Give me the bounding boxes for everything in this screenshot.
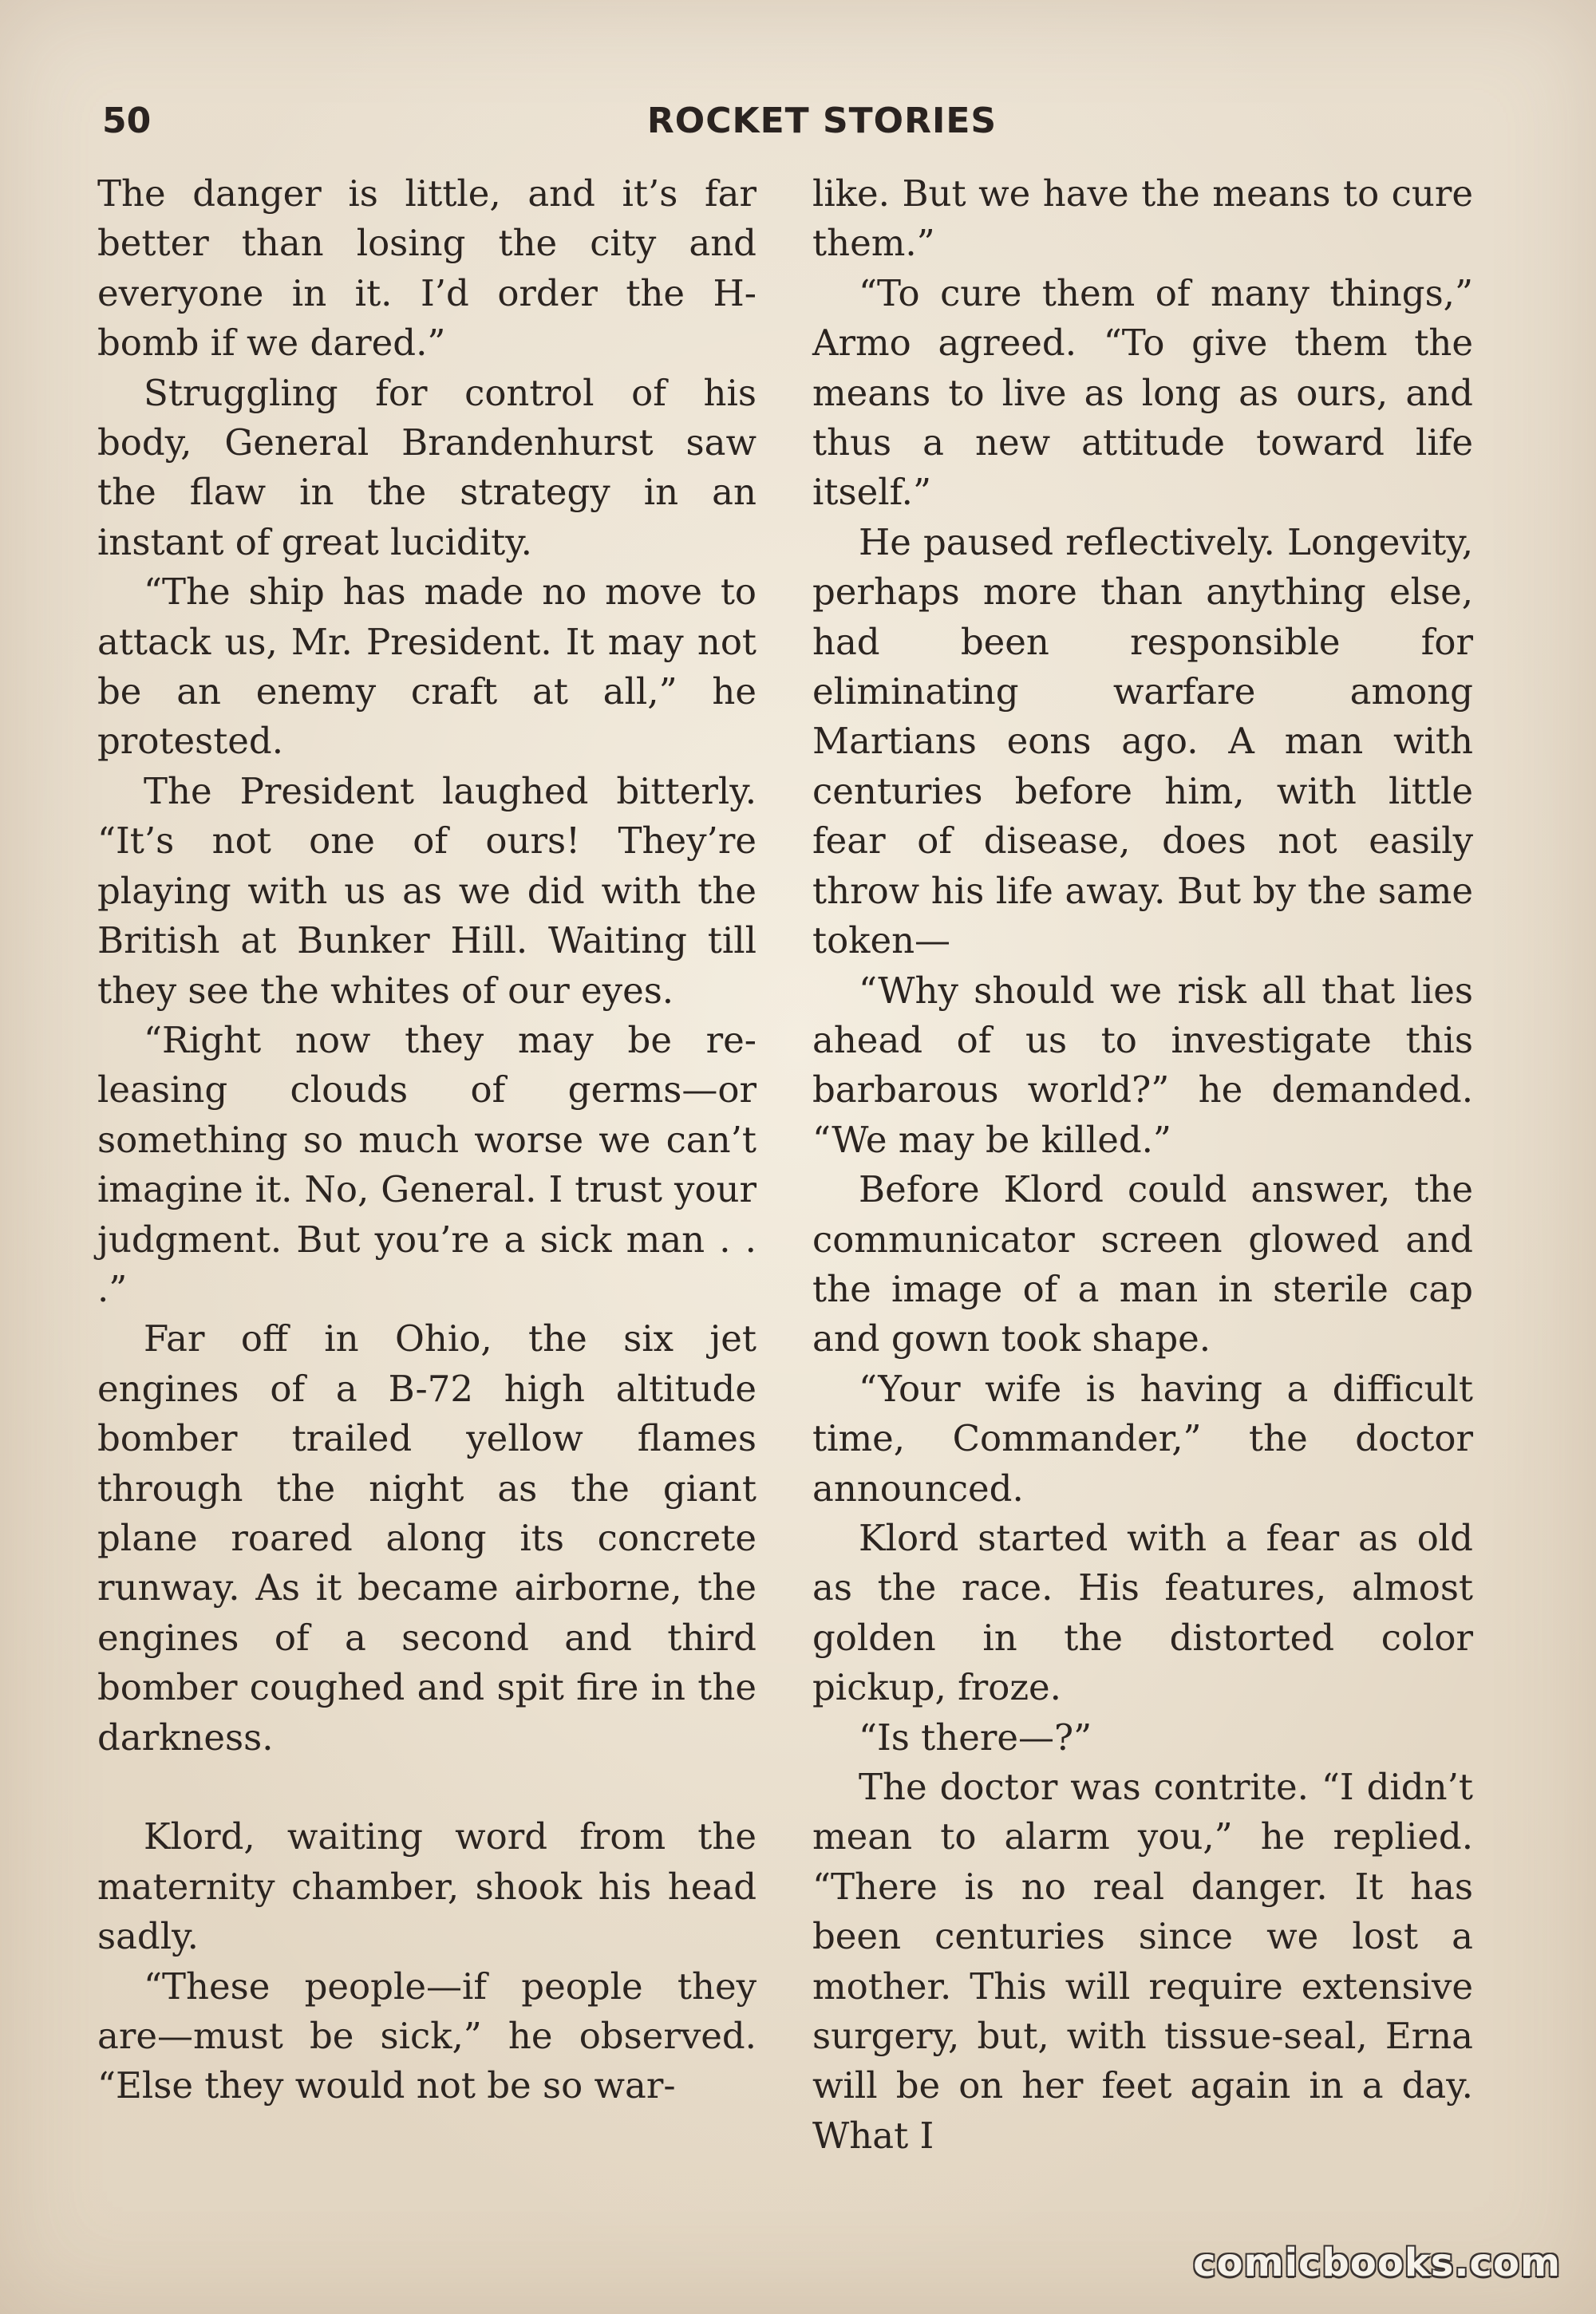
site-watermark: comicbooks.com xyxy=(1193,2241,1561,2285)
magazine-title: ROCKET STORIES xyxy=(646,101,998,141)
paragraph: “These people—if people they are—must be sick,” he observed. “Else they would not be so war- xyxy=(97,1965,757,2107)
paragraph: Before Klord could answer, the communicator screen glowed and the image of a man in sterile cap and gown took shape. xyxy=(812,1168,1473,1360)
page-number: 50 xyxy=(102,101,152,141)
paragraph: Klord started with a fear as old as the race. His features, almost golden in the distorted color pickup, froze. xyxy=(812,1516,1473,1709)
paragraph: “Right now they may be releasing clouds of germs—or something so much worse we can’t imagine it. No, General. I trust your judgment. But you’re a sick man . . .” xyxy=(97,1018,757,1310)
paragraph: Klord, waiting word from the maternity chamber, shook his head sadly. xyxy=(97,1815,757,1958)
paragraph: The doctor was contrite. “I didn’t mean to alarm you,” he replied. “There is no real danger. It has been centuries since we lost a mother. This will require extensive surgery, but, with tissue-seal, Erna will be on her feet again in a day. What I xyxy=(812,1766,1473,2157)
paragraph: “The ship has made no move to attack us, Mr. President. It may not be an enemy craft at all,” he protested. xyxy=(97,571,757,763)
paragraph: “Your wife is having a difficult time, Commander,” the doctor announced. xyxy=(812,1367,1473,1510)
paragraph: like. But we have the means to cure them.” xyxy=(812,172,1473,265)
paragraph: The President laughed bitterly. “It’s not one of ours! They’re playing with us as we did with the British at Bunker Hill. Waiting till they see the whites of our eyes. xyxy=(97,769,757,1012)
section-break xyxy=(97,1763,757,1812)
paragraph: “Why should we risk all that lies ahead of us to investigate this barbarous world?” he demanded. “We may be killed.” xyxy=(812,969,1473,1161)
paragraph: Far off in Ohio, the six jet engines of a B-72 high altitude bomber trailed yellow flames through the night as the giant plane roared along its concrete runway. As it became airborne, the engines of a second and third bomber coughed and spit fire in the darkness. xyxy=(97,1317,757,1759)
left-column xyxy=(97,169,757,2111)
right-column xyxy=(812,169,1473,2161)
paragraph: The danger is little, and it’s far better than losing the city and everyone in it. I’d order the H-bomb if we dared.” xyxy=(97,172,757,365)
paragraph: “To cure them of many things,” Armo agreed. “To give them the means to live as long as ours, and thus a new attitude toward life itself.” xyxy=(812,271,1473,514)
paragraph: He paused reflectively. Longevity, perhaps more than anything else, had been responsible for eliminating warfare among Martians eons ago. A man with centuries before him, with little fear of disease, does not easily throw his life away. But by the same token— xyxy=(812,520,1473,962)
paragraph: “Is there—?” xyxy=(859,1716,1092,1759)
running-head xyxy=(0,101,1596,156)
paragraph: Struggling for control of his body, General Brandenhurst saw the flaw in the strategy in an instant of great lucidity. xyxy=(97,371,757,563)
